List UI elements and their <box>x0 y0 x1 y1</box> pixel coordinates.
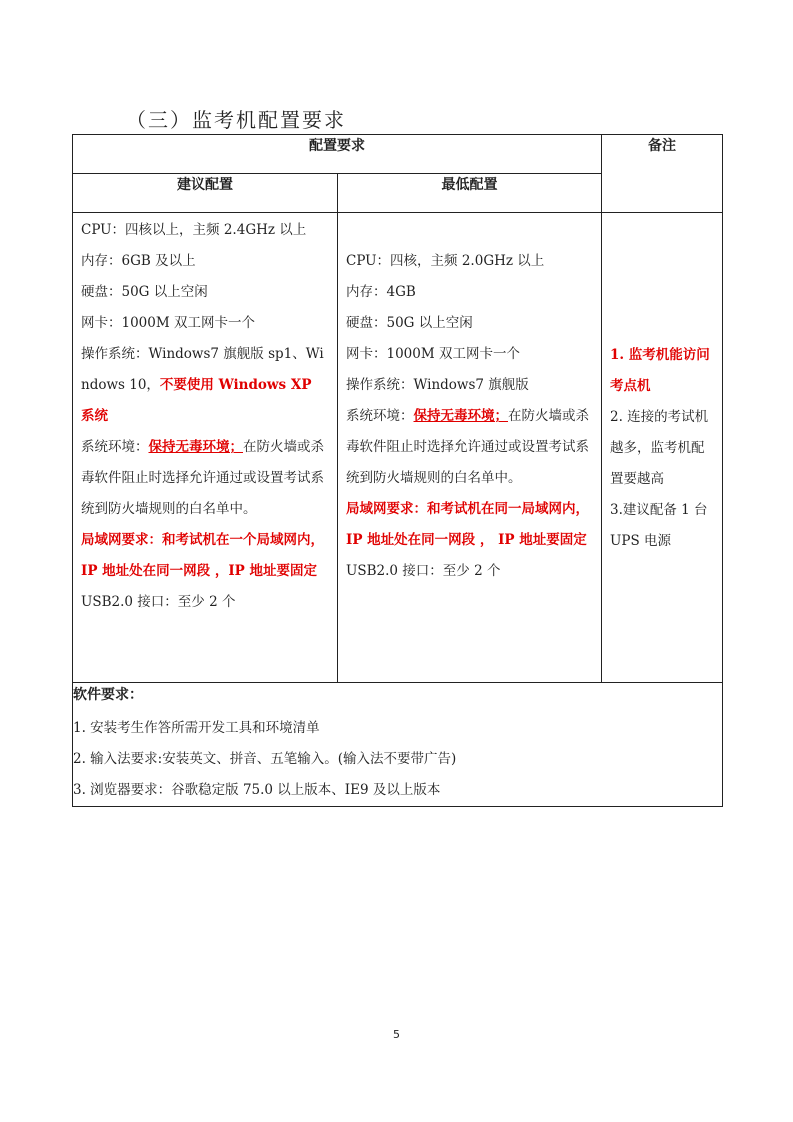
rec-disk: 硬盘：50G 以上空闲 <box>81 284 208 300</box>
minimum-config-cell <box>338 213 602 683</box>
rec-os-warning: 不要使用 Windows XP 系统 <box>81 377 312 424</box>
software-item: 1. 安装考生作答所需开发工具和环境清单 <box>73 720 320 736</box>
rec-env-text: 在防火墙或杀毒软件阻止时选择允许通过或设置考试系统到防火墙规则的白名单中。 <box>81 439 324 517</box>
header-config-requirements: 配置要求 <box>73 135 602 174</box>
min-lan: 局域网要求：和考试机在同一局域网内，IP 地址处在同一网段 ， IP 地址要固定 <box>346 501 589 548</box>
header-minimum: 最低配置 <box>338 174 602 213</box>
software-item: 2. 输入法要求:安装英文、拼音、五笔输入。(输入法不要带广告) <box>73 751 457 767</box>
rec-usb: USB2.0 接口：至少 2 个 <box>81 594 236 610</box>
rec-env-highlight: 保持无毒环境； <box>148 439 243 455</box>
rec-os <box>81 339 329 432</box>
rec-lan: 局域网要求：和考试机在一个局域网内，IP 地址处在同一网段 ，IP 地址要固定 <box>81 532 324 579</box>
rec-env-label: 系统环境： <box>81 439 149 455</box>
note-3: 3.建议配备 1 台 UPS 电源 <box>610 502 708 549</box>
software-title: 软件要求： <box>73 687 143 703</box>
software-item: 3. 浏览器要求：谷歌稳定版 75.0 以上版本、IE9 及以上版本 <box>73 782 441 798</box>
header-recommended: 建议配置 <box>73 174 338 213</box>
notes-cell <box>602 213 723 683</box>
rec-nic: 网卡：1000M 双工网卡一个 <box>81 315 255 331</box>
header-notes: 备注 <box>602 135 723 213</box>
min-nic: 网卡：1000M 双工网卡一个 <box>346 346 520 362</box>
min-env-label: 系统环境： <box>346 408 414 424</box>
config-table <box>72 134 723 807</box>
software-requirements-cell <box>73 683 723 807</box>
min-env-highlight: 保持无毒环境； <box>413 408 508 424</box>
min-os: 操作系统：Windows7 旗舰版 <box>346 377 529 393</box>
note-2: 2. 连接的考试机越多，监考机配置要越高 <box>610 409 709 487</box>
rec-env <box>81 432 329 525</box>
section-title: （三）监考机配置要求 <box>126 108 346 132</box>
min-cpu: CPU：四核，主频 2.0GHz 以上 <box>346 253 545 269</box>
min-usb: USB2.0 接口：至少 2 个 <box>346 563 501 579</box>
min-env-text: 在防火墙或杀毒软件阻止时选择允许通过或设置考试系统到防火墙规则的白名单中。 <box>346 408 589 486</box>
rec-os-text: 操作系统：Windows7 旗舰版 sp1、Windows 10， <box>81 346 324 393</box>
rec-cpu: CPU：四核以上，主频 2.4GHz 以上 <box>81 222 307 238</box>
rec-memory: 内存：6GB 及以上 <box>81 253 196 269</box>
recommended-config-cell <box>73 213 338 683</box>
min-env <box>346 401 593 494</box>
min-memory: 内存：4GB <box>346 284 416 300</box>
note-1: 1. 监考机能访问考点机 <box>610 347 710 394</box>
page-number: 5 <box>393 1028 400 1041</box>
min-disk: 硬盘：50G 以上空闲 <box>346 315 473 331</box>
